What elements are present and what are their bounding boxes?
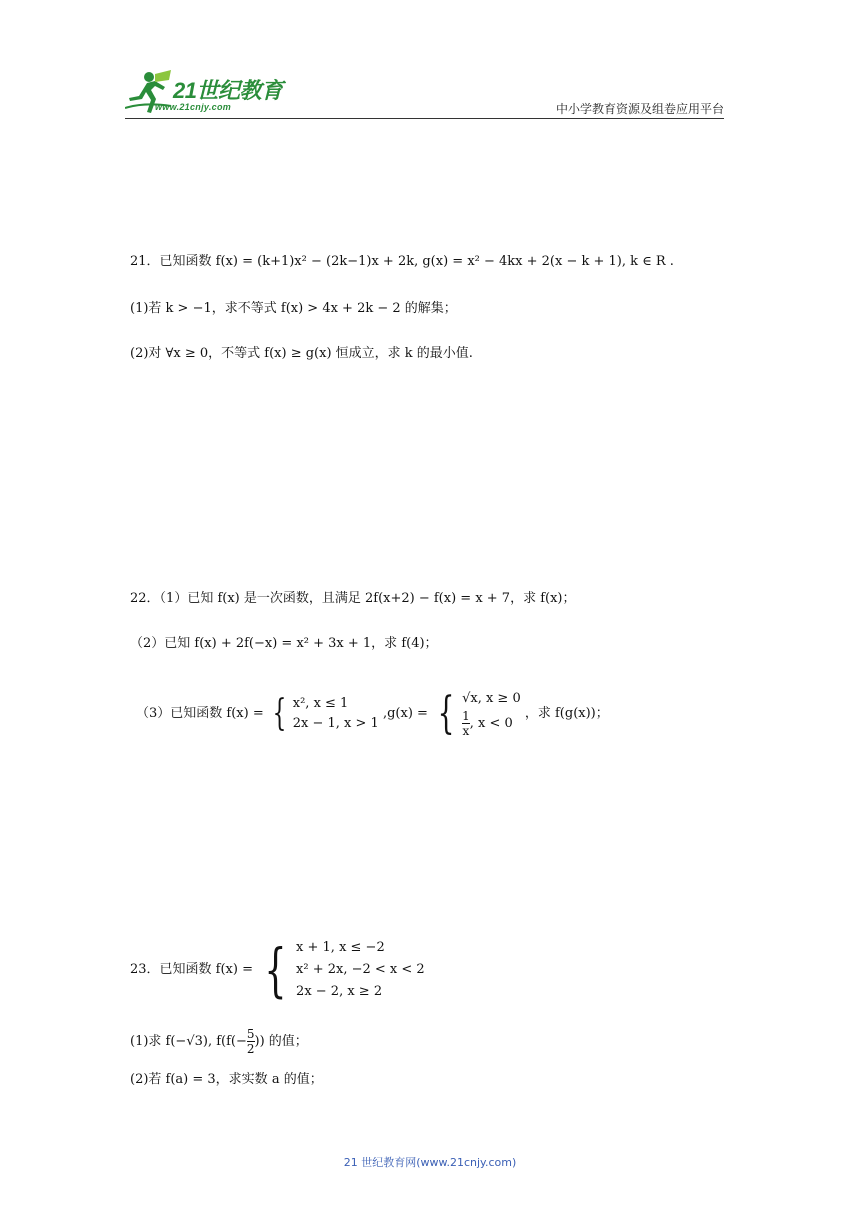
q23-part1-prefix: (1)求 f(−√3), f(f(− [130, 1034, 247, 1049]
q22-part3 [136, 684, 609, 744]
g-case-2-rest: , x < 0 [469, 716, 513, 731]
q23-part2: (2)若 f(a) = 3，求实数 a 的值； [130, 1072, 323, 1087]
g-fraction [462, 709, 470, 738]
q21-stem: 21．已知函数 f(x) = (k+1)x² − (2k−1)x + 2k, g(x) = x² − 4kx + 2(x − k + 1), k ∈ R . [130, 254, 674, 269]
q23-fraction-den: 2 [246, 1042, 255, 1056]
platform-name: 中小学教育资源及组卷应用平台 [555, 102, 724, 116]
page-footer[interactable]: 21 世纪教育网(www.21cnjy.com) [343, 1156, 517, 1169]
f-case-1: x², x ≤ 1 [292, 695, 349, 711]
q23-part1-suffix: )) 的值； [254, 1034, 308, 1049]
q23-part1 [130, 1022, 308, 1062]
page-header [125, 64, 724, 119]
logo-url: www.21cnjy.com [155, 102, 232, 112]
g-def-label: ,g(x) = [382, 706, 428, 721]
f-case-2: 2x − 1, x > 1 [292, 715, 379, 731]
q23-fraction-num: 5 [246, 1027, 255, 1041]
left-brace-icon: { [264, 935, 287, 1004]
logo-text: 21世纪教育 [173, 78, 283, 103]
q23-stem [130, 936, 425, 1004]
g-fraction-num: 1 [462, 709, 470, 723]
left-brace-icon: { [437, 687, 455, 739]
g-case-1: √x, x ≥ 0 [462, 691, 521, 706]
g-fraction-den: x [462, 724, 470, 738]
q23-case-2: x² + 2x, −2 < x < 2 [296, 961, 425, 977]
q21-part2: (2)对 ∀x ≥ 0，不等式 f(x) ≥ g(x) 恒成立，求 k 的最小值. [130, 346, 473, 361]
q23-prefix: 23．已知函数 f(x) = [130, 962, 253, 977]
q23-case-3: 2x − 2, x ≥ 2 [296, 983, 383, 999]
q23-case-1: x + 1, x ≤ −2 [296, 939, 385, 955]
q23-piecewise [257, 937, 425, 1003]
q23-fraction [247, 1027, 255, 1056]
q21-part1: (1)若 k > −1，求不等式 f(x) > 4x + 2k − 2 的解集； [130, 301, 457, 316]
g-case-2 [462, 709, 521, 738]
q22-part3-suffix: ，求 f(g(x))； [524, 706, 609, 721]
header-divider [125, 118, 724, 119]
q22-part2: （2）已知 f(x) + 2f(−x) = x² + 3x + 1，求 f(4)； [130, 636, 438, 651]
q22-part1: 22．（1）已知 f(x) 是一次函数，且满足 2f(x+2) − f(x) = x + 7，求 f(x)； [130, 591, 576, 606]
site-logo[interactable] [125, 68, 295, 116]
f-piecewise [268, 694, 379, 734]
q22-part3-prefix: （3）已知函数 f(x) = [136, 706, 264, 721]
g-piecewise [432, 689, 521, 738]
left-brace-icon: { [272, 692, 287, 734]
